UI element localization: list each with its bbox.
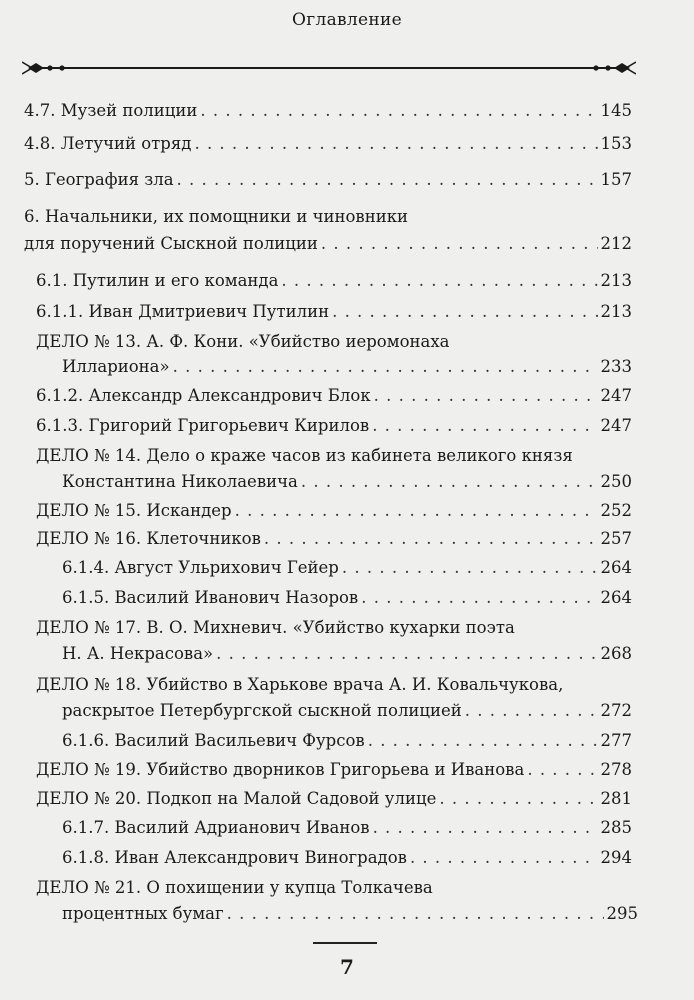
toc-entry-page: 212 [600, 234, 632, 253]
toc-entry[interactable] [62, 558, 632, 584]
toc-entry-first-line [36, 332, 632, 358]
toc-entry[interactable] [36, 416, 632, 442]
toc-entry-title: ДЕЛО № 19. Убийство дворников Григорьева и Иванова [36, 760, 525, 779]
toc-entry[interactable] [62, 588, 632, 614]
toc-entry-title: 6.1.8. Иван Александрович Виноградов [62, 848, 407, 867]
leader-dots [372, 416, 597, 435]
page-number: 7 [340, 955, 354, 979]
toc-entry[interactable] [62, 818, 632, 844]
toc-entry-first-line [36, 675, 632, 701]
leader-dots [301, 472, 598, 491]
leader-dots [321, 234, 598, 253]
toc-entry-title: 6.1.1. Иван Дмитриевич Путилин [36, 302, 330, 321]
toc-entry[interactable] [62, 904, 638, 930]
toc-entry[interactable] [36, 386, 632, 412]
toc-entry-title: ДЕЛО № 14. Дело о краже часов из кабинета великого князя [36, 446, 573, 465]
toc-entry-title: ДЕЛО № 21. О похищении у купца Толкачева [36, 878, 433, 897]
toc-entry-page: 153 [600, 134, 632, 153]
leader-dots [235, 501, 598, 520]
toc-entry-title: ДЕЛО № 16. Клеточников [36, 529, 261, 548]
toc-entry-title: Константина Николаевича [62, 472, 298, 491]
toc-entry[interactable] [62, 731, 632, 757]
toc-entry-page: 272 [600, 701, 632, 720]
toc-entry[interactable] [62, 848, 632, 874]
toc-entry[interactable] [24, 134, 632, 160]
toc-entry-title: 6.1.7. Василий Адрианович Иванов [62, 818, 370, 837]
toc-entry-title: Н. А. Некрасова» [62, 644, 214, 663]
toc-entry-first-line [24, 207, 632, 233]
toc-entry[interactable] [36, 271, 632, 297]
leader-dots [439, 789, 597, 808]
toc-entry-page: 157 [600, 170, 632, 189]
toc-entry-page: 247 [600, 416, 632, 435]
toc-entry-title: раскрытое Петербургской сыскной полицией [62, 701, 462, 720]
leader-dots [332, 302, 597, 321]
leader-dots [227, 904, 604, 923]
toc-entry-page: 264 [600, 588, 632, 607]
toc-entry-page: 233 [600, 357, 632, 376]
toc-entry[interactable] [62, 472, 632, 498]
toc-entry-first-line [36, 618, 632, 644]
toc-entry[interactable] [62, 357, 632, 383]
page-number-rule [313, 942, 377, 944]
toc-entry-page: 295 [606, 904, 638, 923]
toc-entry-page: 250 [600, 472, 632, 491]
toc-entry-page: 264 [600, 558, 632, 577]
toc-entry[interactable] [36, 789, 632, 815]
toc-entry[interactable] [62, 644, 632, 670]
leader-dots [374, 386, 598, 405]
toc-entry[interactable] [36, 501, 632, 527]
toc-entry-page: 213 [600, 302, 632, 321]
leader-dots [410, 848, 598, 867]
toc-entry-page: 294 [600, 848, 632, 867]
toc-entry-page: 213 [600, 271, 632, 290]
toc-entry-title: 4.7. Музей полиции [24, 101, 198, 120]
toc-entry-title: ДЕЛО № 17. В. О. Михневич. «Убийство кухарки поэта [36, 618, 515, 637]
toc-entry-title: ДЕЛО № 13. А. Ф. Кони. «Убийство иеромонаха [36, 332, 450, 351]
running-head-title: Оглавление [292, 10, 402, 30]
toc-entry-first-line [36, 878, 632, 904]
toc-entry-page: 285 [600, 818, 632, 837]
leader-dots [200, 101, 597, 120]
toc-entry-page: 145 [600, 101, 632, 120]
toc-entry-title: 6.1.4. Август Ульрихович Гейер [62, 558, 339, 577]
toc-entry-title: ДЕЛО № 15. Искандер [36, 501, 232, 520]
toc-entry[interactable] [36, 302, 632, 328]
toc-entry[interactable] [24, 170, 632, 196]
leader-dots [281, 271, 597, 290]
leader-dots [216, 644, 597, 663]
toc-entry-title: ДЕЛО № 18. Убийство в Харькове врача А. И. Ковальчукова, [36, 675, 564, 694]
toc-entry-first-line [36, 446, 632, 472]
toc-entry[interactable] [36, 529, 632, 555]
toc-entry-page: 278 [600, 760, 632, 779]
toc-entry[interactable] [62, 701, 632, 727]
toc-entry-title: 4.8. Летучий отряд [24, 134, 192, 153]
toc-entry-page: 277 [600, 731, 632, 750]
toc-entry-page: 268 [600, 644, 632, 663]
toc-entry[interactable] [24, 234, 632, 260]
leader-dots [342, 558, 598, 577]
toc-entry-title: 6. Начальники, их помощники и чиновники [24, 207, 409, 226]
toc-entry-title: 6.1.5. Василий Иванович Назоров [62, 588, 359, 607]
leader-dots [173, 357, 598, 376]
leader-dots [264, 529, 598, 548]
toc-entry-title: Иллариона» [62, 357, 170, 376]
toc-entry-title: 5. География зла [24, 170, 174, 189]
leader-dots [527, 760, 597, 779]
toc-entry-title: 6.1.6. Василий Васильевич Фурсов [62, 731, 365, 750]
toc-entry-page: 252 [600, 501, 632, 520]
toc-entry-title: ДЕЛО № 20. Подкоп на Малой Садовой улице [36, 789, 437, 808]
leader-dots [194, 134, 597, 153]
toc-entry-title: 6.1. Путилин и его команда [36, 271, 279, 290]
toc-entry-title: 6.1.2. Александр Александрович Блок [36, 386, 371, 405]
toc-entry[interactable] [24, 101, 632, 127]
toc-entry-title: процентных бумаг [62, 904, 224, 923]
toc-entry-page: 281 [600, 789, 632, 808]
leader-dots [177, 170, 598, 189]
toc-entry-page: 257 [600, 529, 632, 548]
leader-dots [373, 818, 598, 837]
toc-entry[interactable] [36, 760, 632, 786]
toc-entry-title: для поручений Сыскной полиции [24, 234, 318, 253]
leader-dots [361, 588, 597, 607]
toc-entry-page: 247 [600, 386, 632, 405]
toc-entry-title: 6.1.3. Григорий Григорьевич Кирилов [36, 416, 370, 435]
leader-dots [368, 731, 598, 750]
ornament-divider [22, 59, 636, 77]
leader-dots [465, 701, 598, 720]
